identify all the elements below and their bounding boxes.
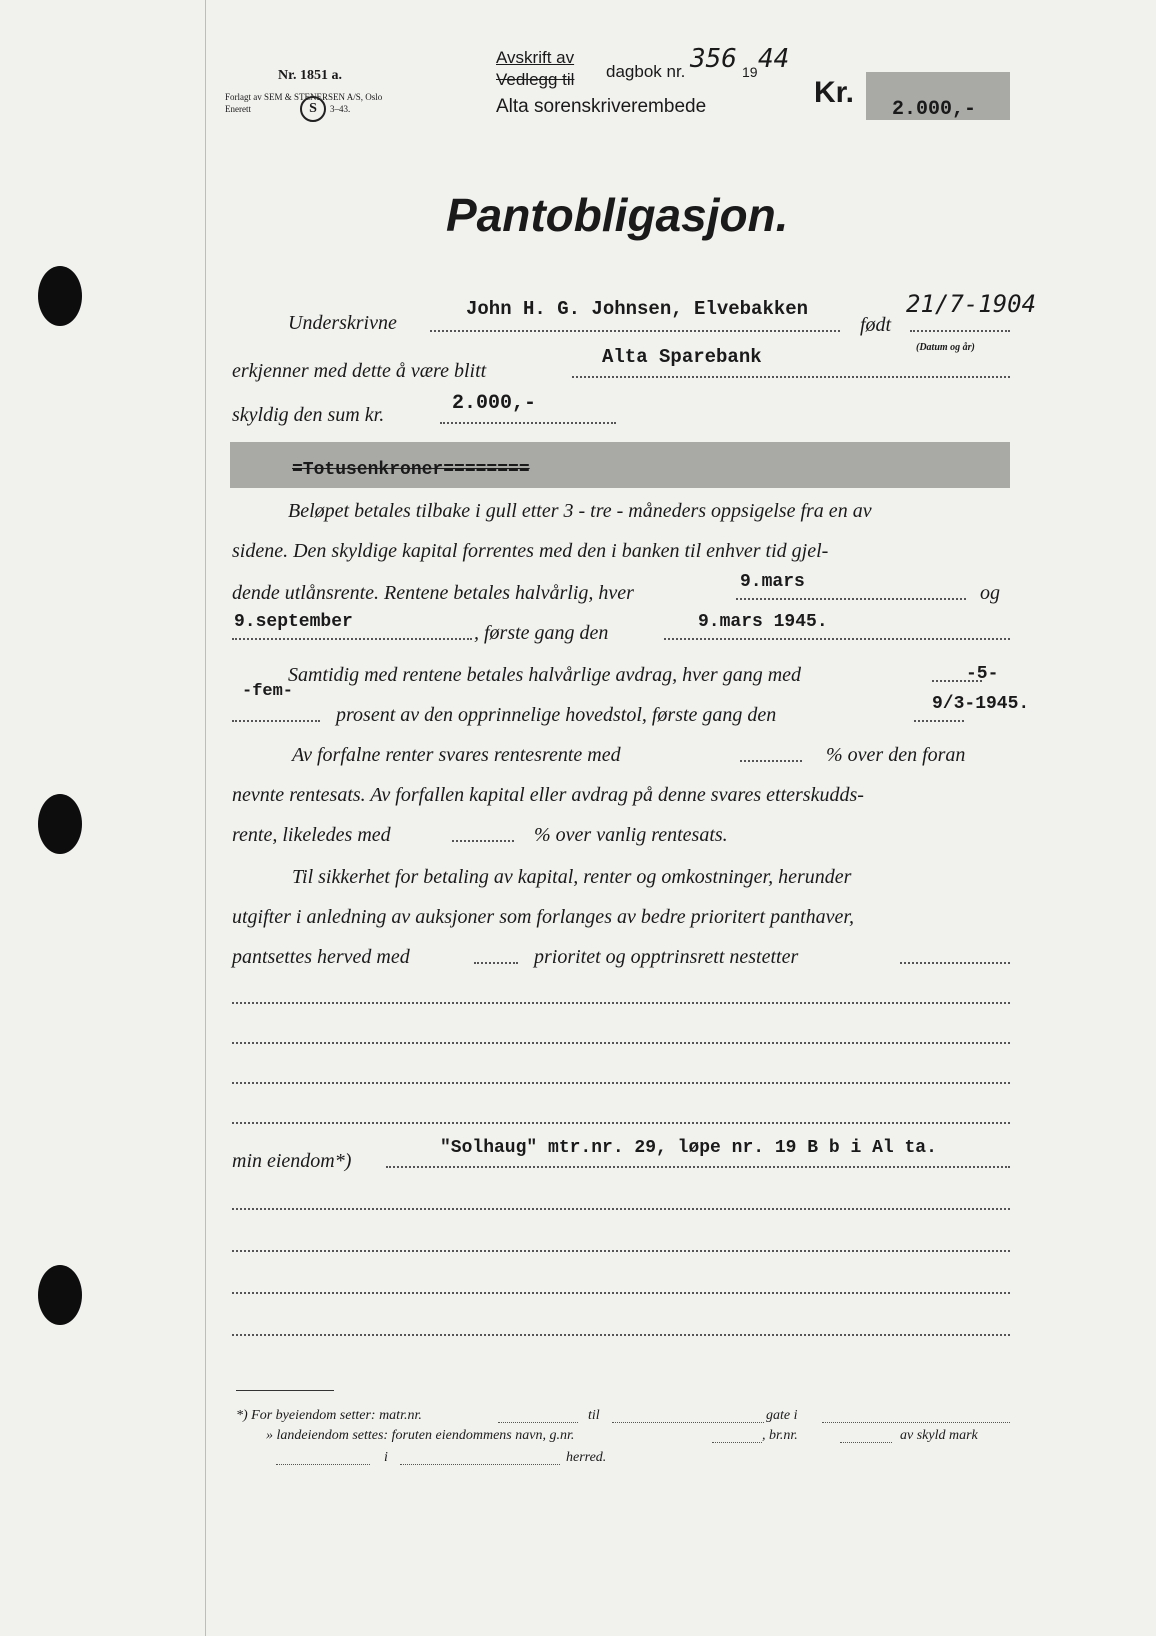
publisher-logo: S xyxy=(300,96,326,122)
p2-line1: Samtidig med rentene betales halvårlige avdrag, hver gang med xyxy=(288,664,802,686)
form-number: Nr. 1851 a. xyxy=(278,68,343,83)
footnote-line1-gate: gate i xyxy=(766,1408,798,1423)
p4-line2: utgifter i anledning av auksjoner som forlanges av bedre prioritert panthaver, xyxy=(232,906,854,928)
footnote-line2-skyld: av skyld mark xyxy=(900,1428,978,1443)
interest-date-2: 9.september xyxy=(234,612,353,632)
born-dotline xyxy=(910,330,1010,332)
installment-percent: -5- xyxy=(966,664,999,684)
kr-label: Kr. xyxy=(814,76,855,109)
office-name: Alta sorenskriverembede xyxy=(496,96,707,117)
year-prefix: 19 xyxy=(742,64,758,80)
p4-line3-end: prioritet og opptrinsrett nestetter xyxy=(534,946,799,968)
p1-line1: Beløpet betales tilbake i gull etter 3 - tre - måneders oppsigelse fra en av xyxy=(288,500,872,522)
blank-line-7 xyxy=(232,1292,1010,1294)
installment-percent-words: -fem- xyxy=(242,682,294,701)
property-label: min eiendom*) xyxy=(232,1150,352,1172)
p3-line3-end: % over vanlig rentesats. xyxy=(534,824,728,846)
p3-line1-dotline xyxy=(740,760,802,762)
property-value: "Solhaug" mtr.nr. 29, løpe nr. 19 B b i Al ta. xyxy=(440,1138,937,1158)
footnote-line1-dotline2 xyxy=(612,1422,764,1423)
punch-hole-top xyxy=(38,266,82,326)
footnote-line2: » landeiendom settes: foruten eiendommens navn, g.nr. xyxy=(266,1428,575,1443)
sum-label: skyldig den sum kr. xyxy=(232,404,385,426)
punch-hole-middle xyxy=(38,794,82,854)
sum-in-words: =Totusenkroner======== xyxy=(292,460,530,480)
p4-line3-dotline xyxy=(474,962,518,964)
p1-line2: sidene. Den skyldige kapital forrentes med den i banken til enhver tid gjel- xyxy=(232,540,829,562)
p2-line2-dotline xyxy=(232,720,320,722)
p2-line2-dotline2 xyxy=(914,720,964,722)
footnote-line3-dotline2 xyxy=(400,1464,560,1465)
footnote-line1-dotline xyxy=(498,1422,578,1423)
born-label: født xyxy=(860,314,892,336)
footnote-line3-herred: herred. xyxy=(566,1450,607,1465)
footnote-line1: *) For byeiendom setter: matr.nr. xyxy=(236,1408,422,1423)
copy-label: Avskrift av xyxy=(496,48,575,67)
sum-dotline xyxy=(440,422,616,424)
footnote-line1-dotline3 xyxy=(822,1422,1010,1423)
sum-value: 2.000,- xyxy=(452,392,537,415)
attachment-label: Vedlegg til xyxy=(496,70,575,89)
blank-line-1 xyxy=(232,1002,1010,1004)
p4-line3: pantsettes herved med xyxy=(232,946,410,968)
footnote-line3-dotline xyxy=(276,1464,370,1465)
footnote-line2-dotline2 xyxy=(840,1442,892,1443)
blank-line-3 xyxy=(232,1082,1010,1084)
property-dotline xyxy=(386,1166,1010,1168)
p3-line3-dotline xyxy=(452,840,514,842)
publisher-line: Forlagt av SEM & STENERSEN A/S, Oslo xyxy=(225,92,383,102)
publisher-date: 3–43. xyxy=(330,104,351,114)
footnote-line2-dotline xyxy=(712,1442,762,1443)
blank-line-4 xyxy=(232,1122,1010,1124)
p3-line1: Av forfalne renter svares rentesrente med xyxy=(292,744,621,766)
p1-line4: , første gang den xyxy=(474,622,609,644)
blank-line-5 xyxy=(232,1208,1010,1210)
journal-label: dagbok nr. xyxy=(606,62,686,81)
p1-line4-dotline xyxy=(232,638,472,640)
p4-line1: Til sikkerhet for betaling av kapital, renter og omkostninger, herunder xyxy=(292,866,852,888)
debtor-dotline xyxy=(430,330,840,332)
punch-hole-bottom xyxy=(38,1265,82,1325)
amount-box-value: 2.000,- xyxy=(892,98,977,121)
blank-line-2 xyxy=(232,1042,1010,1044)
p3-line2: nevnte rentesats. Av forfallen kapital eller avdrag på denne svares etterskudds- xyxy=(232,784,864,806)
p1-line3-dotline xyxy=(736,598,966,600)
interest-date-1: 9.mars xyxy=(740,572,805,592)
year-suffix: 44 xyxy=(758,44,790,74)
creditor-dotline xyxy=(572,376,1010,378)
blank-line-8 xyxy=(232,1334,1010,1336)
creditor-label: erkjenner med dette å være blitt xyxy=(232,360,487,382)
first-interest-date: 9.mars 1945. xyxy=(698,612,828,632)
document-title: Pantobligasjon. xyxy=(446,189,789,241)
footnote-rule xyxy=(236,1390,334,1391)
creditor-name: Alta Sparebank xyxy=(602,346,762,368)
p1-line3: dende utlånsrente. Rentene betales halvårlig, hver xyxy=(232,582,634,604)
p1-line3-end: og xyxy=(980,582,1000,604)
p3-line1-end: % over den foran xyxy=(826,744,966,766)
date-hint: (Datum og år) xyxy=(916,342,975,353)
blank-line-6 xyxy=(232,1250,1010,1252)
footnote-line3-i: i xyxy=(384,1450,388,1465)
publisher-rights: Enerett xyxy=(225,104,251,114)
p3-line3: rente, likeledes med xyxy=(232,824,391,846)
footnote-line1-til: til xyxy=(588,1408,600,1423)
debtor-label: Underskrivne xyxy=(288,312,397,334)
born-date: 21/7-1904 xyxy=(906,290,1037,318)
first-installment-date: 9/3-1945. xyxy=(932,694,1030,714)
journal-number: 356 xyxy=(690,44,737,74)
p4-line3-dotline2 xyxy=(900,962,1010,964)
footnote-line2-brnr: , br.nr. xyxy=(762,1428,798,1443)
margin-rule xyxy=(205,0,206,1636)
p2-line2: prosent av den opprinnelige hovedstol, første gang den xyxy=(336,704,777,726)
debtor-name: John H. G. Johnsen, Elvebakken xyxy=(466,298,809,320)
p1-line4-dotline2 xyxy=(664,638,1010,640)
